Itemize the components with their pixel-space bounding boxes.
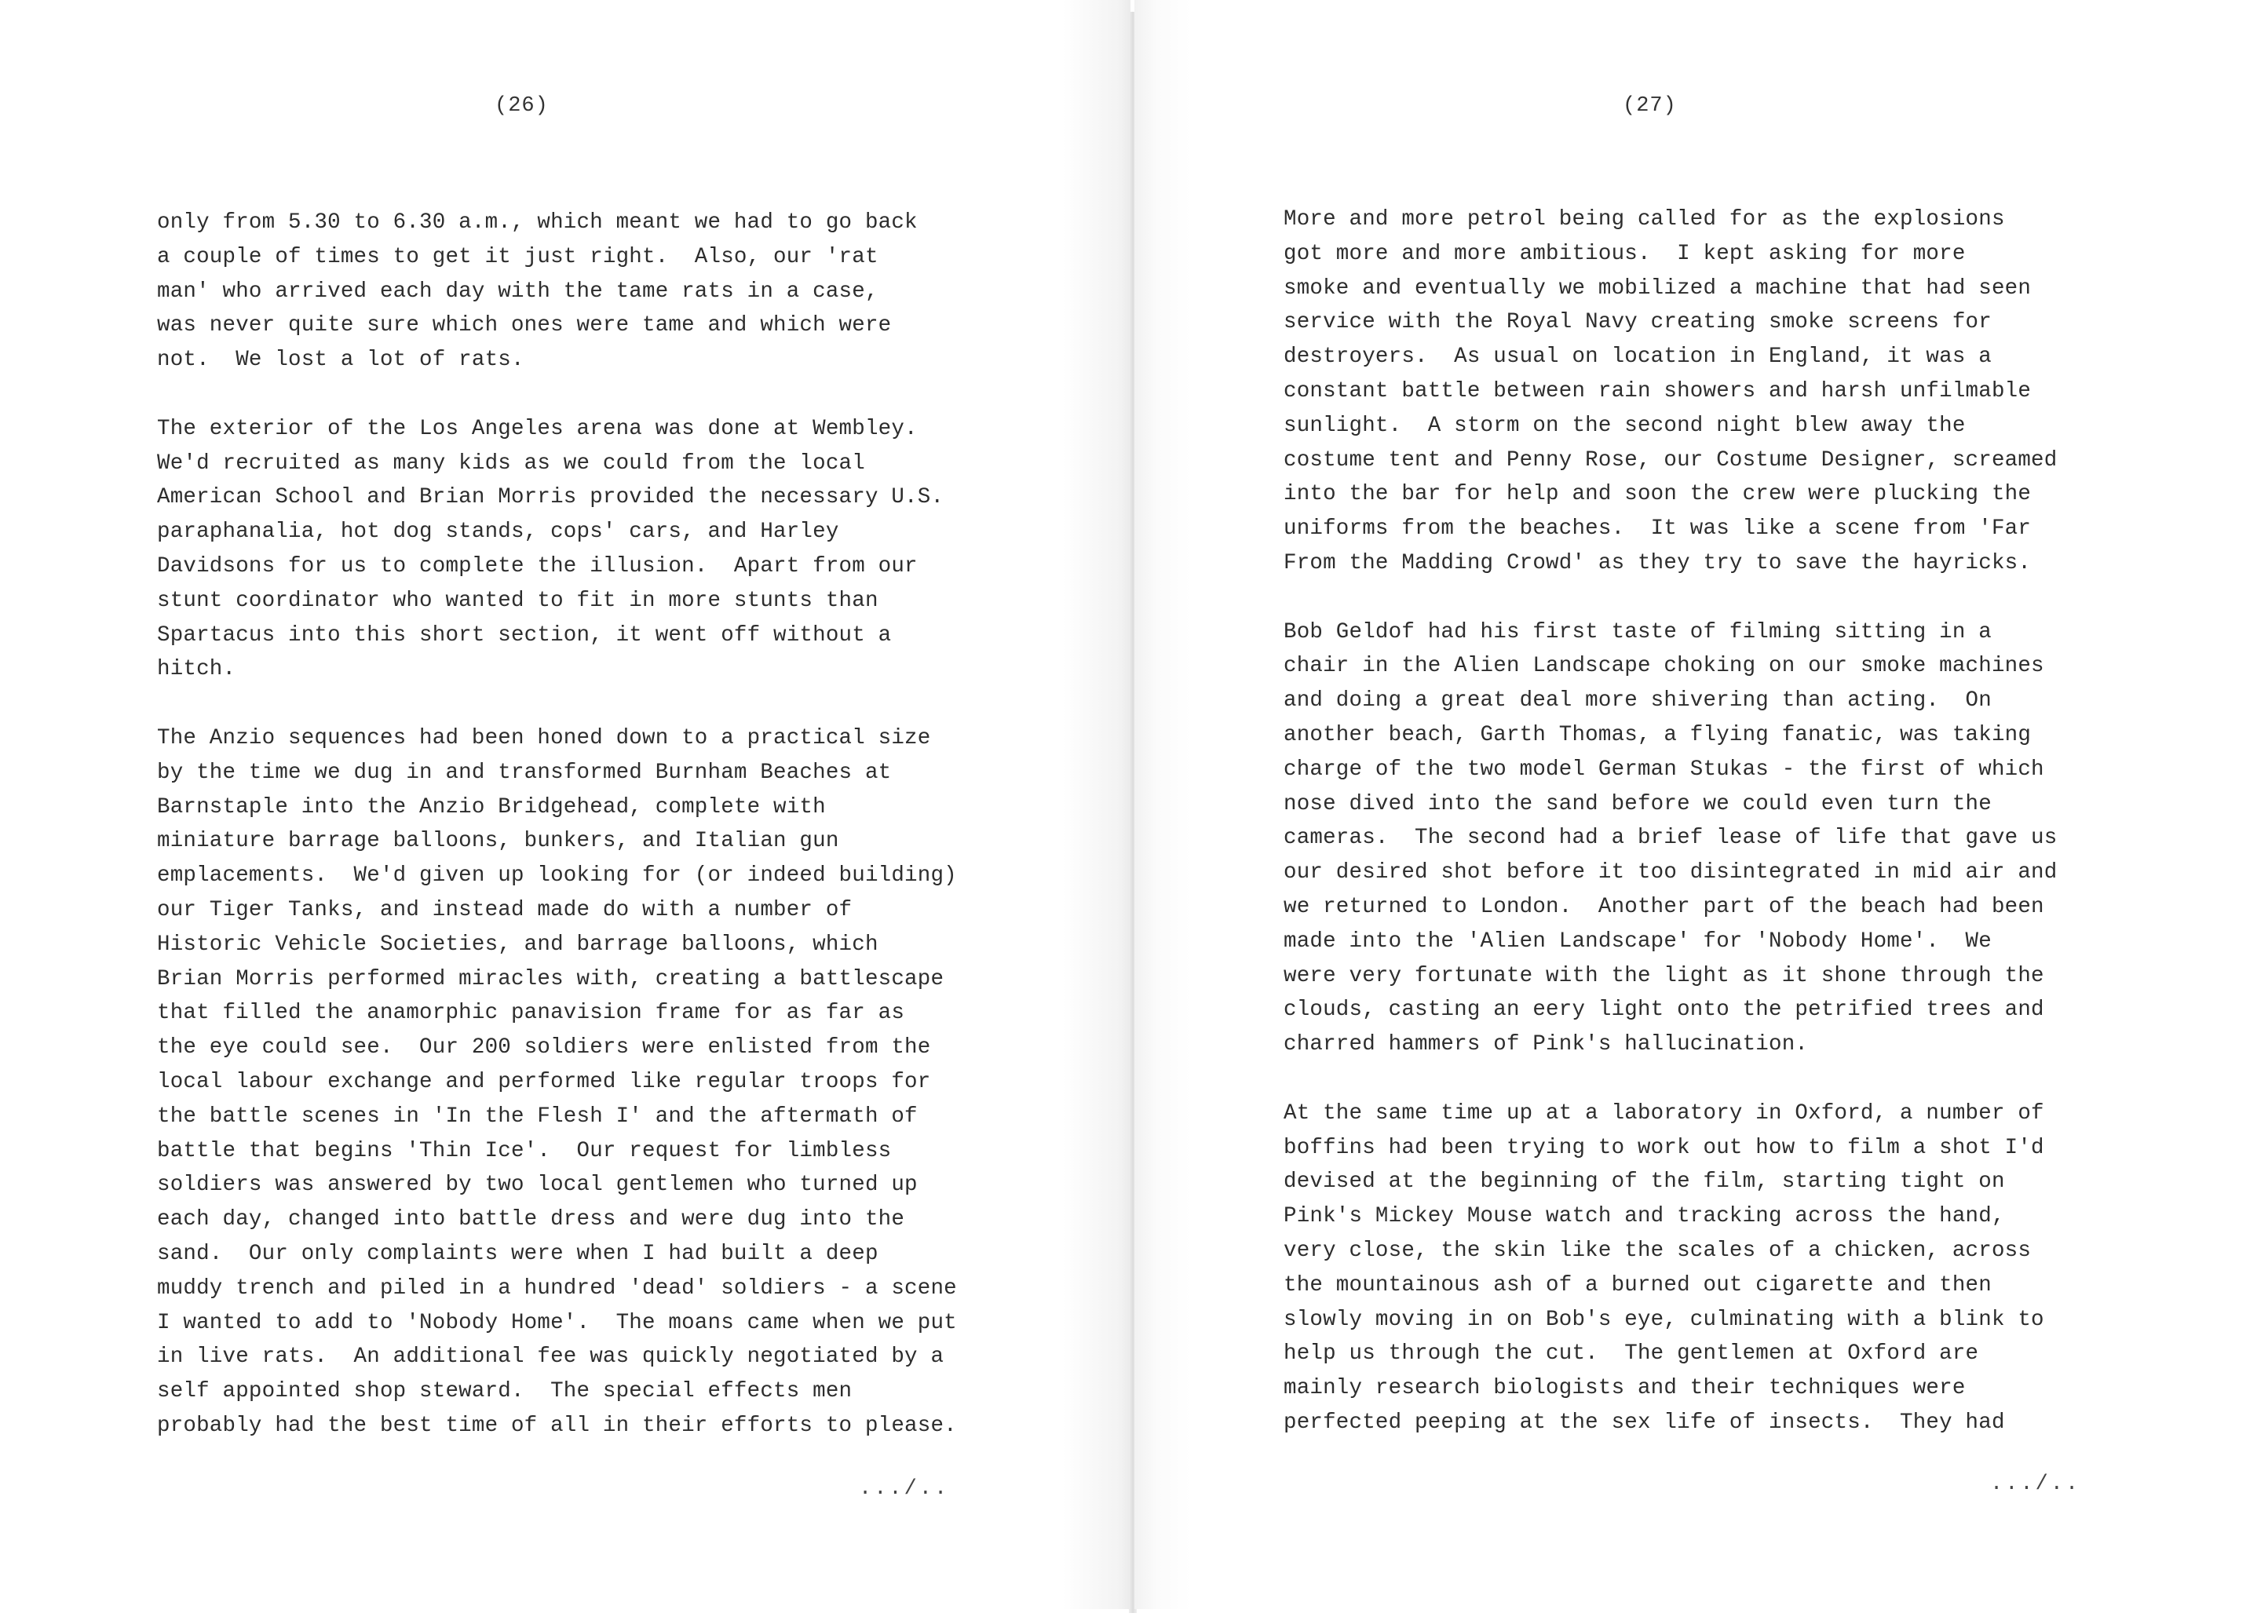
text-line: nose dived into the sand before we could even turn the [1284, 791, 1992, 816]
text-line: our Tiger Tanks, and instead made do with a number of [157, 897, 853, 922]
text-line: smoke and eventually we mobilized a machine that had seen [1284, 276, 2032, 301]
text-line: At the same time up at a laboratory in Oxford, a number of [1284, 1100, 2044, 1126]
text-line: Davidsons for us to complete the illusion. Apart from our [157, 553, 918, 578]
continuation-mark: .../.. [1990, 1473, 2081, 1496]
text-line: hitch. [157, 657, 236, 682]
continuation-mark: .../.. [859, 1477, 950, 1501]
page-number: (26) [495, 94, 549, 118]
text-line: The exterior of the Los Angeles arena was done at Wembley. [157, 416, 918, 441]
page-number: (27) [1623, 94, 1677, 118]
text-line: cameras. The second had a brief lease of life that gave us [1284, 826, 2058, 851]
text-line: self appointed shop steward. The special effects men [157, 1379, 853, 1404]
text-line: only from 5.30 to 6.30 a.m., which meant we had to go back [157, 210, 918, 235]
text-line: each day, changed into battle dress and were dug into the [157, 1207, 905, 1232]
text-line: another beach, Garth Thomas, a flying fanatic, was taking [1284, 722, 2032, 747]
text-line: the eye could see. Our 200 soldiers were enlisted from the [157, 1035, 931, 1060]
text-line: the battle scenes in 'In the Flesh I' and the aftermath of [157, 1104, 918, 1129]
text-line: constant battle between rain showers and harsh unfilmable [1284, 378, 2032, 403]
left-page [0, 0, 1130, 1609]
text-line: More and more petrol being called for as the explosions [1284, 207, 2005, 232]
text-line: we returned to London. Another part of the beach had been [1284, 894, 2044, 919]
text-line: not. We lost a lot of rats. [157, 348, 524, 373]
text-line: man' who arrived each day with the tame rats in a case, [157, 279, 878, 304]
text-line: chair in the Alien Landscape choking on our smoke machines [1284, 654, 2044, 679]
text-line: by the time we dug in and transformed Burnham Beaches at [157, 760, 892, 785]
text-line: stunt coordinator who wanted to fit in more stunts than [157, 588, 878, 613]
text-line: muddy trench and piled in a hundred 'dead' soldiers - a scene [157, 1275, 957, 1301]
text-line: Bob Geldof had his first taste of filming sitting in a [1284, 619, 1992, 644]
text-line: American School and Brian Morris provided the necessary U.S. [157, 485, 944, 510]
text-line: miniature barrage balloons, bunkers, and Italian gun [157, 829, 839, 854]
text-line: slowly moving in on Bob's eye, culminating with a blink to [1284, 1307, 2044, 1332]
paragraph [157, 721, 957, 1443]
paragraph [157, 206, 957, 378]
text-line: very close, the skin like the scales of a chicken, across [1284, 1238, 2032, 1263]
body-text [1284, 203, 2057, 1474]
text-line: We'd recruited as many kids as we could from the local [157, 451, 865, 476]
text-line: charred hammers of Pink's hallucination. [1284, 1032, 1809, 1057]
text-line: in live rats. An additional fee was quickly negotiated by a [157, 1345, 944, 1370]
text-line: a couple of times to get it just right. Also, our 'rat [157, 244, 878, 269]
text-line: was never quite sure which ones were tame and which were [157, 313, 892, 338]
text-line: clouds, casting an eery light onto the petrified trees and [1284, 998, 2044, 1023]
paragraph [157, 412, 957, 687]
text-line: charge of the two model German Stukas - the first of which [1284, 757, 2044, 782]
text-line: Barnstaple into the Anzio Bridgehead, complete with [157, 794, 826, 819]
text-line: probably had the best time of all in their efforts to please. [157, 1413, 957, 1438]
text-line: local labour exchange and performed like regular troops for [157, 1069, 931, 1094]
text-line: our desired shot before it too disintegrated in mid air and [1284, 860, 2058, 885]
text-line: and doing a great deal more shivering than acting. On [1284, 688, 1992, 713]
text-line: that filled the anamorphic panavision frame for as far as [157, 1001, 905, 1026]
right-page [1134, 0, 2268, 1609]
text-line: mainly research biologists and their techniques were [1284, 1376, 1966, 1401]
text-line: costume tent and Penny Rose, our Costume Designer, screamed [1284, 447, 2058, 473]
text-line: From the Madding Crowd' as they try to save the hayricks. [1284, 550, 2032, 575]
text-line: service with the Royal Navy creating smoke screens for [1284, 310, 1992, 335]
text-line: into the bar for help and soon the crew were plucking the [1284, 482, 2032, 507]
text-line: sunlight. A storm on the second night blew away the [1284, 413, 1966, 438]
text-line: I wanted to add to 'Nobody Home'. The moans came when we put [157, 1310, 957, 1335]
text-line: got more and more ambitious. I kept asking for more [1284, 241, 1966, 266]
text-line: emplacements. We'd given up looking for (or indeed building) [157, 863, 957, 889]
body-text [157, 206, 957, 1477]
text-line: Pink's Mickey Mouse watch and tracking across the hand, [1284, 1204, 2005, 1229]
text-line: Spartacus into this short section, it went off without a [157, 622, 892, 648]
text-line: Brian Morris performed miracles with, creating a battlescape [157, 966, 944, 991]
text-line: soldiers was answered by two local gentlemen who turned up [157, 1173, 918, 1198]
text-line: sand. Our only complaints were when I had built a deep [157, 1241, 878, 1266]
text-line: Historic Vehicle Societies, and barrage balloons, which [157, 932, 878, 957]
paragraph [1284, 1097, 2057, 1440]
text-line: The Anzio sequences had been honed down to a practical size [157, 725, 931, 750]
paragraph [1284, 203, 2057, 581]
text-line: made into the 'Alien Landscape' for 'Nobody Home'. We [1284, 929, 1992, 954]
text-line: perfected peeping at the sex life of insects. They had [1284, 1410, 2005, 1435]
text-line: devised at the beginning of the film, starting tight on [1284, 1170, 2005, 1195]
text-line: battle that begins 'Thin Ice'. Our request for limbless [157, 1138, 892, 1163]
text-line: uniforms from the beaches. It was like a scene from 'Far [1284, 516, 2032, 542]
text-line: the mountainous ash of a burned out cigarette and then [1284, 1272, 1992, 1297]
text-line: destroyers. As usual on location in England, it was a [1284, 345, 1992, 370]
text-line: paraphanalia, hot dog stands, cops' cars, and Harley [157, 520, 839, 545]
text-line: boffins had been trying to work out how to film a shot I'd [1284, 1135, 2044, 1160]
text-line: help us through the cut. The gentlemen at Oxford are [1284, 1341, 1979, 1367]
paragraph [1284, 615, 2057, 1062]
text-line: were very fortunate with the light as it shone through the [1284, 963, 2044, 988]
